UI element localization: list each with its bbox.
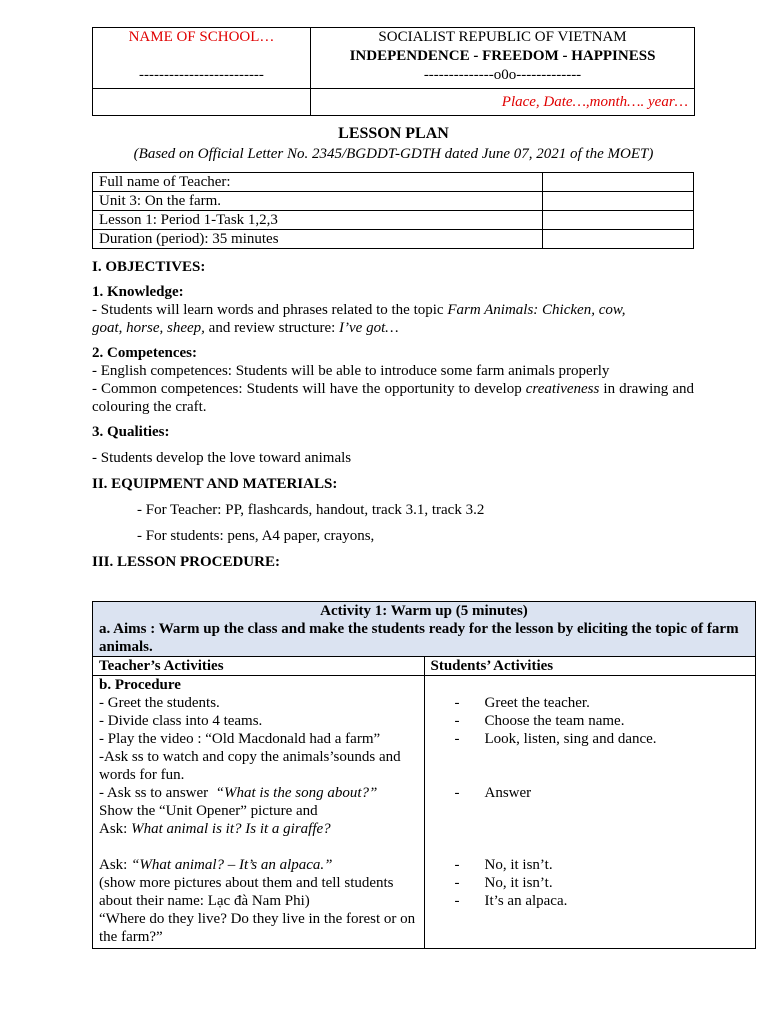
activity-header [93,602,756,657]
document-page [92,27,695,571]
republic-name: SOCIALIST REPUBLIC OF VIETNAM [378,29,627,45]
teacher-step: “Where do they live? Do they live in the forest or on the farm?” [99,911,416,945]
dash-bullet: - [454,713,460,729]
empty-cell [93,89,311,116]
competence-common [92,380,694,416]
student-step-text: No, it isn’t. [484,857,553,873]
student-step-text: It’s an alpaca. [484,893,568,909]
knowledge-topic-cont: goat, horse, sheep, [92,320,205,336]
info-blank [543,173,694,192]
school-name: NAME OF SCHOOL… [128,29,275,45]
knowledge-topic: Farm Animals: Chicken, cow, [447,302,626,318]
competences-heading: 2. Competences: [92,345,197,361]
teacher-step: (show more pictures about them and tell students about their name: Lạc đà Nam Phi) [99,875,394,909]
teacher-step [99,820,418,838]
equipment-heading: II. EQUIPMENT AND MATERIALS: [92,476,338,492]
school-cell [93,28,311,89]
teacher-step [99,856,418,874]
col-students-header: Students’ Activities [424,657,756,676]
motto-underline: --------------o0o------------- [423,67,582,83]
activity-title: Activity 1: Warm up (5 minutes) [320,603,528,619]
knowledge-text-d: and review structure: [204,320,340,336]
spacer [431,748,750,784]
teacher-step [99,784,418,802]
info-blank [543,230,694,249]
info-blank [543,192,694,211]
info-blank [543,211,694,230]
knowledge-heading: 1. Knowledge: [92,284,184,300]
student-step-text: Choose the team name. [484,713,625,729]
teacher-step: - Greet the students. [99,695,220,711]
place-date: Place, Date…,month…. year… [311,89,695,116]
teacher-step-a: - Ask ss to answer [99,785,216,801]
teacher-step: - Divide class into 4 teams. [99,713,263,729]
teacher-question: “What animal? – It’s an alpaca.” [131,857,333,873]
info-row: Lesson 1: Period 1-Task 1,2,3 [93,211,543,230]
student-step [431,694,750,712]
teacher-step: - Play the video : “Old Macdonald had a farm” [99,731,381,747]
objectives-heading: I. OBJECTIVES: [92,259,206,275]
teacher-step-a: Ask: [99,821,132,837]
student-step [431,892,750,910]
student-step [431,730,750,748]
knowledge-text [92,301,692,337]
competence-common-a: - Common competences: Students will have the opportunity to develop [92,381,526,397]
competence-creativeness: creativeness [525,381,600,397]
spacer [431,802,750,856]
header-table [92,27,695,116]
competence-common-c: in drawing and colouring the craft. [92,381,694,415]
knowledge-structure: I’ve got… [339,320,399,336]
teacher-activities [93,676,425,949]
teacher-step-a: Ask: [99,857,132,873]
teacher-step: -Ask ss to watch and copy the animals’sounds and words for fun. [99,749,401,783]
student-step [431,712,750,730]
dash-bullet: - [454,785,460,801]
dash-bullet: - [454,857,460,873]
dash-bullet: - [454,875,460,891]
activity-table [92,601,756,949]
spacer [431,676,750,694]
teacher-question: “What is the song about?” [215,785,378,801]
student-step [431,874,750,892]
knowledge-text-a: - Students will learn words and phrases related to the topic [92,302,448,318]
national-motto: INDEPENDENCE - FREEDOM - HAPPINESS [349,48,656,64]
page-title: LESSON PLAN [338,125,449,142]
school-underline: ------------------------- [139,67,264,83]
page-subtitle: (Based on Official Letter No. 2345/BGDDT-GDTH dated June 07, 2021 of the MOET) [133,146,654,162]
teacher-info-table [92,172,694,249]
activity-aims: a. Aims : Warm up the class and make the students ready for the lesson by eliciting the topic of farm animals. [99,621,739,655]
student-step-text: Look, listen, sing and dance. [484,731,657,747]
qualities-text: - Students develop the love toward animals [92,450,352,466]
col-teacher-header: Teacher’s Activities [93,657,425,676]
student-step-text: Answer [484,785,532,801]
student-step [431,856,750,874]
competence-english: - English competences: Students will be able to introduce some farm animals properly [92,363,610,379]
student-step-text: Greet the teacher. [484,695,590,711]
info-row: Full name of Teacher: [93,173,543,192]
spacer [99,838,418,856]
dash-bullet: - [454,695,460,711]
teacher-question: What animal is it? Is it a giraffe? [131,821,331,837]
dash-bullet: - [454,731,460,747]
info-row: Unit 3: On the farm. [93,192,543,211]
student-activities [424,676,756,949]
procedure-label: b. Procedure [99,677,181,693]
qualities-heading: 3. Qualities: [92,424,170,440]
republic-cell [311,28,695,89]
procedure-heading: III. LESSON PROCEDURE: [92,554,280,570]
info-row: Duration (period): 35 minutes [93,230,543,249]
student-step [431,784,750,802]
teacher-step: Show the “Unit Opener” picture and [99,803,318,819]
student-step-text: No, it isn’t. [484,875,553,891]
dash-bullet: - [454,893,460,909]
equipment-students: - For students: pens, A4 paper, crayons, [137,528,375,544]
equipment-teacher: - For Teacher: PP, flashcards, handout, track 3.1, track 3.2 [137,502,485,518]
